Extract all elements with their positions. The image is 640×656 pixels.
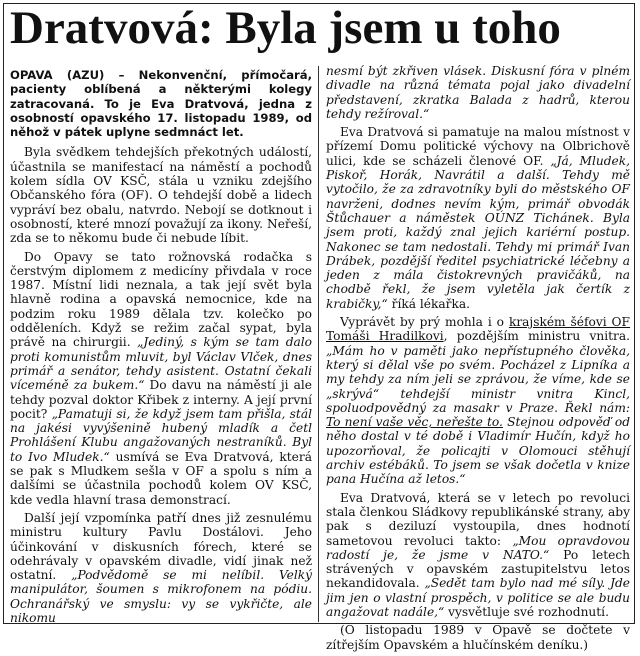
paragraph-text: Do Opavy se tato rožnovská rodačka s čerstvým diplomem z medicíny přivdala v roce 1987. Místní lidi neznala, a tak její svět byla hlavně rodina a opavská nemocnice, kde na podzim roku 1989 dělala tzv. kolečko po odděleních. Když se režim začal sypat, byla právě na chirurgii. [10, 249, 312, 350]
paragraph [326, 623, 630, 652]
paragraph-text: Do davu na náměstí ji ale tehdy pozval doktor Křibek z interny. A její první pocit? [10, 378, 312, 421]
paragraph [326, 125, 630, 311]
paragraph [10, 145, 312, 245]
newspaper-clipping [3, 2, 635, 652]
quote-text: „Mou opravdovou radostí je, že jsme v NATO.“ [326, 533, 631, 562]
quote-text: „Já, Mludek, Piskoř, Horák, Navrátil a další. Tehdy mě vytočilo, že za zdravotníky byli do městského OF navrženi, dodnes nevím kým, primář obvodák Štůchauer a náměstek OÚNZ Tichánek. Byla jsem proti, každý znal jejich kariérní postup. Nakonec se tam nedostali. Tehdy mi primář Ivan Drábek, pozdější ředitel psychiatrické léčebny a jeden z mála čistokrevných pravičáků, na chodbě řekl, že jsem vyletěla jak čertík z krabičky,“ [326, 153, 631, 311]
quote-text: „Sedět tam bylo nad mé síly. Jde jim jen o vlastní prospěch, v politice se ale budu angažovat nadále,“ [326, 576, 631, 619]
paragraph-text: říká lékařka. [391, 296, 471, 311]
paragraph-text: , pozdějším ministru vnitra. [443, 329, 630, 344]
column-divider [318, 66, 319, 622]
paragraph-text: Po letech strávených v opavském zastupitelstvu letos nekandidovala. [326, 547, 630, 591]
quote-text: nesmí být zkřiven vlásek. Diskusní fóra v plném divadle na různá témata pojal jako divadelní představení, zkratka Balada z hadrů, kterou tehdy režíroval.“ [326, 64, 630, 121]
left-column [10, 68, 312, 629]
paragraph [326, 315, 630, 487]
paragraph-text: usmívá se Eva Dratvová, která se pak s Mludkem sešla v OF a spolu s ním a dalšími se účastnila pochodů kolem OV KSČ, kde vedla hlavní trasa demonstrací. [10, 449, 312, 507]
footer-note: (O listopadu 1989 v Opavě se dočtete v zítřejším Opavském a hlučínském deníku.) [326, 623, 630, 652]
paragraph [326, 491, 630, 620]
paragraph-text: Eva Dratvová, která se v letech po revoluci stala členkou Sládkovy republikánské strany, aby pak s deziluzí vystoupila, dnes hodnotí sametovou revoluci takto: [326, 490, 630, 548]
paragraph [10, 250, 312, 507]
paragraph-text: vysvětluje své rozhodnutí. [448, 604, 609, 619]
lead-text: OPAVA (AZU) – Nekonvenční, přímočará, pacienty oblíbená a některými kolegy zatracovaná. To je Eva Dratvová, jedna z osobností opavského 17. listopadu 1989, od něhož v pátek uplyne sedmnáct let. [10, 68, 312, 140]
underlined-quote: To není vaše věc, neřešte to. [326, 415, 503, 430]
quote-text: „Podvědomě se mi nelíbil. Velký manipulátor, šoumen s mikrofonem na pódiu. Ochranářský ve smyslu: vy se vykřičte, ale nikomu [10, 568, 313, 625]
paragraph [326, 64, 630, 121]
paragraph-text: Vyprávět by prý mohla i o [340, 315, 505, 330]
lead-paragraph [10, 68, 312, 139]
quote-text: „Jediný, s kým se tam dalo proti komunistům mluvit, byl Václav Vlček, dnes primář a senátor, tehdy asistent. Ostatní čekali víceméně za bukem.“ [10, 335, 313, 393]
quote-text: „Pamatuji si, že když jsem tam přišla, stál na jakési vyvýšenině hubený mladík a četl Prohlášení Klubu angažovaných nestraníků. Byl to Ivo Mludek.“ [10, 406, 312, 464]
paragraph [10, 511, 312, 625]
paragraph-text: Další její vzpomínka patří dnes již zesnulému ministru kultury Pavlu Dostálovi. Jeho účinkování v diskusních fórech, které se odehrávaly v opavském divadle, vidí jinak než ostatní. [10, 510, 312, 583]
quote-text: „Mám ho v paměti jako nepřístupného člověka, který si dělal vše po svém. Pocházel z Lipníka a my tehdy za ním jeli se zprávou, že víme, kde se „skrývá“ tehdejší ministr vnitra Kincl, spoluodpovědný za masakr v Praze. Řekl nám: [326, 343, 630, 415]
underlined-name: krajském šéfovi OF Tomáši Hradilkovi [326, 315, 631, 344]
paragraph-text: Eva Dratvová si pamatuje na malou místnost v přízemí Domu politické výchovy na Olbrichově ulici, kde se scházeli členové OF. [326, 125, 630, 168]
paragraph-text: Byla svědkem tehdejších překotných událostí, účastnila se manifestací na náměstí a pochodů kolem sídla OV KSČ, stála u vzniku zdejšího Občanského fóra (OF). O tehdejší době a lidech vypráví bez obalu, natvrdo. Nebojí se dotknout i osobností, které mnozí považují za ikony. Neřeší, zda se to někomu bude či nebude líbit. [10, 145, 312, 246]
right-column [326, 64, 630, 656]
quote-text: Stejnou odpověď od něho dostal v té době i Vladimír Hučín, když ho upozorňoval, že policajti v Olomouci stěhují archiv estébáků. To jsem se však dočetla v knize pana Hučína až letos.“ [326, 415, 631, 487]
headline: Dratvová: Byla jsem u toho [10, 2, 561, 54]
